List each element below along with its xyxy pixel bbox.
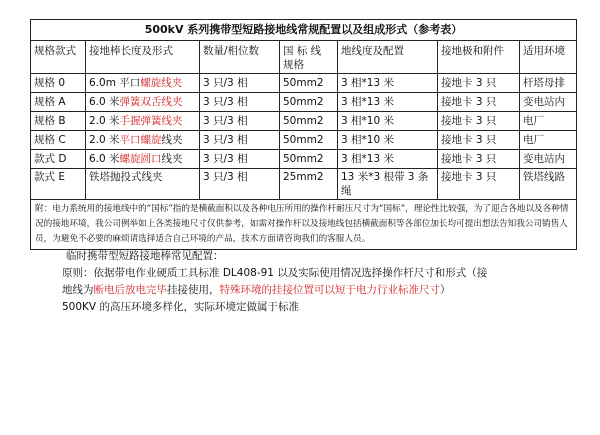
spec-cell: 规格 B xyxy=(31,112,86,131)
rod-text: 6.0 米 xyxy=(89,96,120,108)
para-highlight-special: 特殊环境的挂接位置可以短于电力行业标准尺寸 xyxy=(219,284,440,296)
header-cell: 数量/相位数 xyxy=(200,41,280,74)
accessory-cell: 接地卡 3 只 xyxy=(438,74,520,93)
rod-text-tail: 线夹 xyxy=(161,134,183,146)
rod-text: 6.0 米 xyxy=(89,153,120,165)
config-cell: 3 相*10 米 xyxy=(338,131,438,150)
gauge-cell: 50mm2 xyxy=(280,93,338,112)
rod-clamp-highlight: 手握弹簧线夹 xyxy=(119,115,183,127)
rod-text: 铁塔抛投式线夹 xyxy=(89,171,163,183)
header-cell: 接地极和附件 xyxy=(438,41,520,74)
table-row xyxy=(31,93,577,112)
spec-cell: 规格 A xyxy=(31,93,86,112)
table-row xyxy=(31,150,577,169)
rod-cell xyxy=(86,112,200,131)
accessory-cell: 接地卡 3 只 xyxy=(438,93,520,112)
rod-cell xyxy=(86,150,200,169)
para-text: 挂接使用， xyxy=(167,284,220,296)
config-table xyxy=(30,19,577,250)
rod-text: 6.0m 平口 xyxy=(89,77,141,89)
para-highlight-discharge: 断电后放电完毕 xyxy=(93,284,167,296)
gauge-cell: 25mm2 xyxy=(280,169,338,200)
header-cell: 适用环境 xyxy=(520,41,577,74)
para-heading: 临时携带型短路接地棒常见配置： xyxy=(66,250,224,262)
table-row xyxy=(31,169,577,200)
config-cell: 3 相*13 米 xyxy=(338,150,438,169)
spec-cell: 款式 E xyxy=(31,169,86,200)
accessory-cell: 接地卡 3 只 xyxy=(438,150,520,169)
env-cell: 铁塔线路 xyxy=(520,169,577,200)
table-row xyxy=(31,131,577,150)
env-cell: 变电站内 xyxy=(520,93,577,112)
config-cell: 3 相*13 米 xyxy=(338,93,438,112)
gauge-cell: 50mm2 xyxy=(280,112,338,131)
config-cell: 3 相*13 米 xyxy=(338,74,438,93)
gauge-cell: 50mm2 xyxy=(280,74,338,93)
header-cell: 国 标 线 规格 xyxy=(280,41,338,74)
rod-cell xyxy=(86,169,200,200)
env-cell: 杆塔母排 xyxy=(520,74,577,93)
spec-cell: 款式 D xyxy=(31,150,86,169)
accessory-cell: 接地卡 3 只 xyxy=(438,112,520,131)
accessory-cell: 接地卡 3 只 xyxy=(438,131,520,150)
header-cell: 地线度及配置 xyxy=(338,41,438,74)
para-500kv: 500KV 的高压环境多样化，实际环境定做属于标准 xyxy=(62,301,299,313)
qty-cell: 3 只/3 相 xyxy=(200,74,280,93)
config-cell: 3 相*10 米 xyxy=(338,112,438,131)
rod-cell xyxy=(86,131,200,150)
rod-text-tail: 线夹 xyxy=(161,153,183,165)
description-paragraph xyxy=(62,248,576,316)
rod-cell xyxy=(86,74,200,93)
config-cell: 13 米*3 根带 3 条绳 xyxy=(338,169,438,200)
rod-clamp-highlight: 螺旋线夹 xyxy=(140,77,183,89)
qty-cell: 3 只/3 相 xyxy=(200,93,280,112)
gauge-cell: 50mm2 xyxy=(280,150,338,169)
rod-text: 2.0 米 xyxy=(89,115,120,127)
para-text: 地线为 xyxy=(62,284,94,296)
para-principle: 原则：依据带电作业硬质工具标准 DL408-91 以及实际使用情况选择操作杆尺寸和形式（接 xyxy=(62,267,488,279)
table-title: 500kV 系列携带型短路接地线常规配置以及组成形式（参考表） xyxy=(31,20,577,41)
rod-clamp-highlight: 弹簧双舌线夹 xyxy=(119,96,183,108)
rod-text: 2.0 米 xyxy=(89,134,120,146)
para-text: ） xyxy=(440,284,451,296)
rod-clamp-highlight: 平口螺旋 xyxy=(119,134,162,146)
note-row xyxy=(31,200,577,250)
header-cell: 规格款式 xyxy=(31,41,86,74)
accessory-cell: 接地卡 3 只 xyxy=(438,169,520,200)
table-row xyxy=(31,112,577,131)
spec-cell: 规格 0 xyxy=(31,74,86,93)
qty-cell: 3 只/3 相 xyxy=(200,150,280,169)
env-cell: 电厂 xyxy=(520,131,577,150)
qty-cell: 3 只/3 相 xyxy=(200,112,280,131)
rod-cell xyxy=(86,93,200,112)
para-grounding-line xyxy=(62,282,576,299)
spec-cell: 规格 C xyxy=(31,131,86,150)
table-row xyxy=(31,74,577,93)
gauge-cell: 50mm2 xyxy=(280,131,338,150)
qty-cell: 3 只/3 相 xyxy=(200,169,280,200)
rod-clamp-highlight: 螺旋圆口 xyxy=(119,153,162,165)
env-cell: 变电站内 xyxy=(520,150,577,169)
header-row xyxy=(31,41,577,74)
header-cell: 接地棒长度及形式 xyxy=(86,41,200,74)
note-text: 附：电力系统用的接地线中的“国标”指的是横截面积以及各种电压所用的操作杆耐压尺寸为“国标”，理论性比较强，为了迎合各地以及各种情况的接地环境，我公司例举如上各类接地尺寸仅供参考，如需对操作杆以及接地线包括横截面积等各部位加长均可提出想法告知我公司销售人员，为避免不必要的麻烦请选择适合自己环境的产品，技术方面请咨询我们的客服人员。 xyxy=(31,200,577,250)
env-cell: 电厂 xyxy=(520,112,577,131)
document xyxy=(30,19,576,250)
qty-cell: 3 只/3 相 xyxy=(200,131,280,150)
